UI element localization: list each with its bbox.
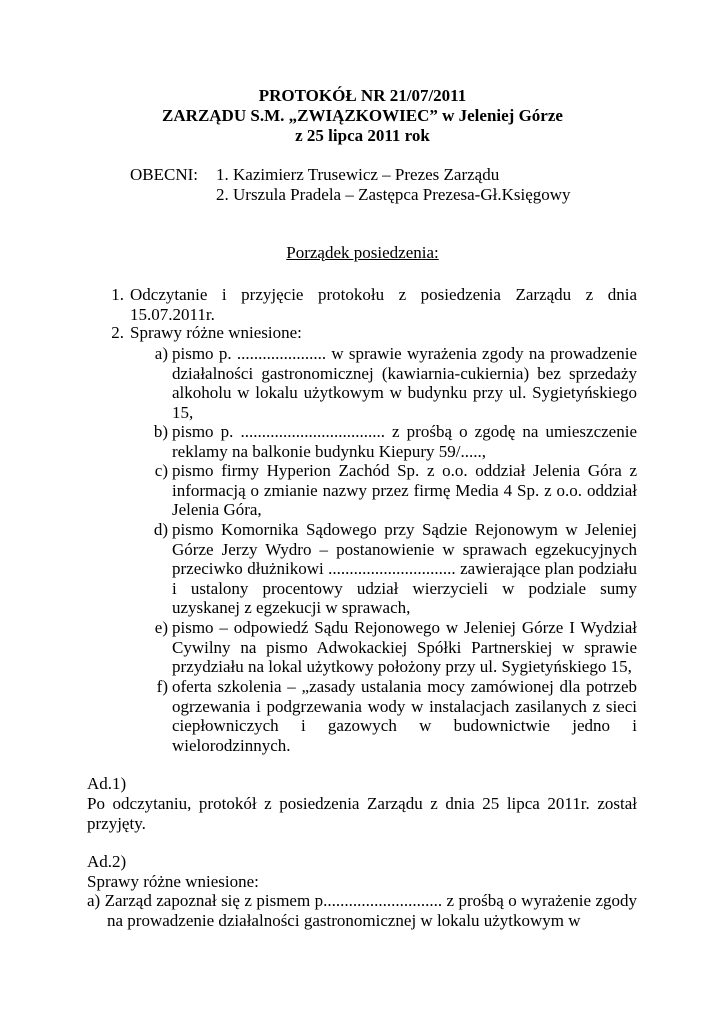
- subitem-text: pismo Komornika Sądowego przy Sądzie Rejonowym w Jeleniej Górze Jerzy Wydro – postanowienie w sprawach egzekucyjnych przeciwko dłużnikowi .............................. zawierające plan podziału i ustalony procentowy udział wierzycieli w podziale sumy uzyskanej z egzekucji w sprawach,: [172, 520, 637, 617]
- protocol-header: [0, 86, 725, 146]
- subitem-text: pismo firmy Hyperion Zachód Sp. z o.o. oddział Jelenia Góra z informacją o zmianie nazwy przez firmę Media 4 Sp. z o.o. oddział Jelenia Góra,: [172, 461, 637, 519]
- protocol-number: PROTOKÓŁ NR 21/07/2011: [258, 86, 467, 105]
- subitem-letter: e): [154, 618, 168, 637]
- agenda-item-number: 1.: [111, 285, 124, 304]
- agenda-title: Porządek posiedzenia:: [286, 243, 439, 262]
- agenda-item-number: 2.: [111, 323, 124, 342]
- subitem-text: oferta szkolenia – „zasady ustalania mocy zamówionej dla potrzeb ogrzewania i podgrzewania wody w instalacjach zasilanych z sieci ciepłowniczych i gazowych w budownictwie jedno i wielorodzinnych.: [172, 677, 637, 755]
- agenda-item-text: Odczytanie i przyjęcie protokołu z posiedzenia Zarządu z dnia 15.07.2011r.: [130, 285, 637, 324]
- section-heading: Ad.2): [87, 852, 127, 871]
- attendee-2: 2. Urszula Pradela – Zastępca Prezesa-Gł.Księgowy: [216, 185, 571, 204]
- agenda-item-text: Sprawy różne wniesione:: [130, 323, 302, 342]
- section-intro: Sprawy różne wniesione:: [87, 872, 259, 891]
- section-item: a) Zarząd zapoznał się z pismem p............................ z prośbą o wyrażenie zgody na prowadzenie działalności gastronomicznej w lokalu użytkowym w: [87, 891, 637, 930]
- board-name: ZARZĄDU S.M. „ZWIĄZKOWIEC” w Jeleniej Górze: [162, 106, 563, 125]
- subitem-letter: f): [156, 677, 168, 696]
- attendee-1: 1. Kazimierz Trusewicz – Prezes Zarządu: [216, 165, 500, 184]
- protocol-date: z 25 lipca 2011 rok: [295, 126, 430, 145]
- subitem-text: pismo p. ..................... w sprawie wyrażenia zgody na prowadzenie działalności gastronomicznej (kawiarnia-cukiernia) bez sprzedaży alkoholu w lokalu użytkowym w budynku przy ul. Sygietyńskiego 15,: [172, 344, 637, 422]
- subitem-text: pismo – odpowiedź Sądu Rejonowego w Jeleniej Górze I Wydział Cywilny na pismo Adwokackiej Spółki Partnerskiej w sprawie przydziału na lokal użytkowy położony przy ul. Sygietyńskiego 15,: [172, 618, 637, 676]
- section-text: Po odczytaniu, protokół z posiedzenia Zarządu z dnia 25 lipca 2011r. został przyjęty.: [87, 794, 637, 833]
- attendees-block: [130, 165, 630, 205]
- subitem-letter: a): [154, 344, 168, 363]
- attendees-label: OBECNI:: [130, 165, 198, 184]
- subitem-letter: b): [153, 422, 168, 441]
- subitem-letter: d): [153, 520, 168, 539]
- subitem-letter: c): [154, 461, 168, 480]
- subitem-text: pismo p. .................................. z prośbą o zgodę na umieszczenie reklamy na balkonie budynku Kiepury 59/.....,: [172, 422, 637, 461]
- section-heading: Ad.1): [87, 774, 127, 793]
